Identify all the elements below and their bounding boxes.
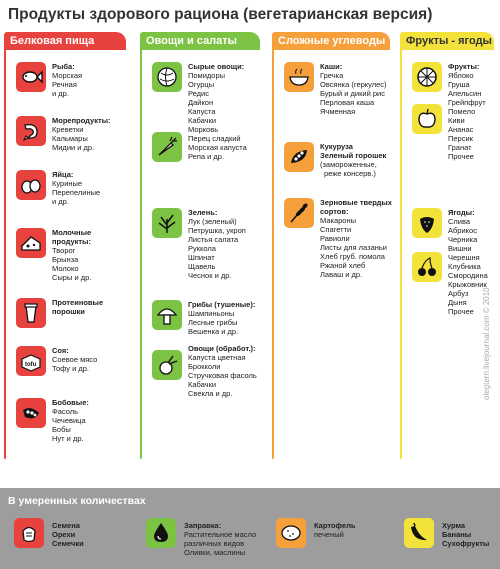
protein-shake-icon [16,298,46,328]
carrot-icon [152,132,182,162]
column-header: Белковая пища [4,32,126,50]
column-header: Сложные углеводы [272,32,390,50]
radish-icon [152,350,182,380]
shrimp-icon [16,116,46,146]
cherries-icon [412,252,442,282]
peas-icon [284,142,314,172]
page-title: Продукты здорового рациона (вегетарианская версия) [8,6,433,23]
cabbage-icon [152,62,182,92]
greens-icon [152,208,182,238]
tofu-icon [16,346,46,376]
section-title: В умеренных количествах [8,495,146,507]
potato-icon [276,518,306,548]
banana-icon [404,518,434,548]
mushroom-icon [152,300,182,330]
beans-icon [16,398,46,428]
column-vegetables: Овощи и салаты Сырые овощи: Помидоры Огурцы Редис Дайкон Капуста Кабачки Морковь Перец сладкий Морская капуста Репа и др. Зелень: Лук (зеленый) Петрушка, укроп Листья салата Руккола Шпинат Щавель Чеснок и др. Грибы (тушеные): Шампиньоны Лесные грибы Вешенка и др. Овощи (обработ.): Капуста цветная Брокколи Стручковая фасоль Кабачки Свекла и др. [140,32,260,460]
column-fruits: Фрукты - ягоды Фрукты: Яблоко Груша Апельсин Грейпфрут Помело Киви Ананас Персик Гранат Прочее Ягоды: Слива Абрикос Черника Вишни Черешня Клубника Смородина Крыжовник Арбуз Дыня Прочее [400,32,494,460]
strawberry-icon [412,208,442,238]
moderate-section: В умеренных количествах Семена Орехи Семечки Заправка: Растительное масло различных видов Оливки, маслины Картофель печеный Хурма Бананы Сухофрукты [0,488,500,569]
fish-icon [16,62,46,92]
cheese-icon [16,228,46,258]
column-header: Овощи и салаты [140,32,260,50]
eggs-icon [16,170,46,200]
column-header: Фрукты - ягоды [400,32,494,50]
apple-icon [412,104,442,134]
column-protein: Белковая пища Рыба: Морская Речная и др. Морепродукты: Креветки Кальмары Мидии и др. Яйца: Куриные Перепелиные и др. Молочные продукты: Творог Брынза Молоко Сыры и др. Протеиновые порошки tofu Соя: Соевое мясо Тофу и др. Бобовые: Фасоль Чечевица Бобы Нут и др. [4,32,126,460]
orange-slice-icon [412,62,442,92]
oil-drop-icon [146,518,176,548]
watermark: olegtern.livejournal.com © 2010 [482,287,491,400]
wheat-icon [284,198,314,228]
nuts-icon [14,518,44,548]
porridge-icon [284,62,314,92]
svg-text:tofu: tofu [25,362,37,368]
column-carbs: Сложные углеводы Каши: Гречка Овсянка (геркулес) Бурый и дикий рис Перловая каша Ячменная Кукуруза Зеленый горошек (замороженные, реже консерв.) Зерновые твердых сортов: Макароны Спагетти Равиоли Листы для лазаньи Хлеб груб. помола Ржаной хлеб Лаваш и др. [272,32,390,460]
